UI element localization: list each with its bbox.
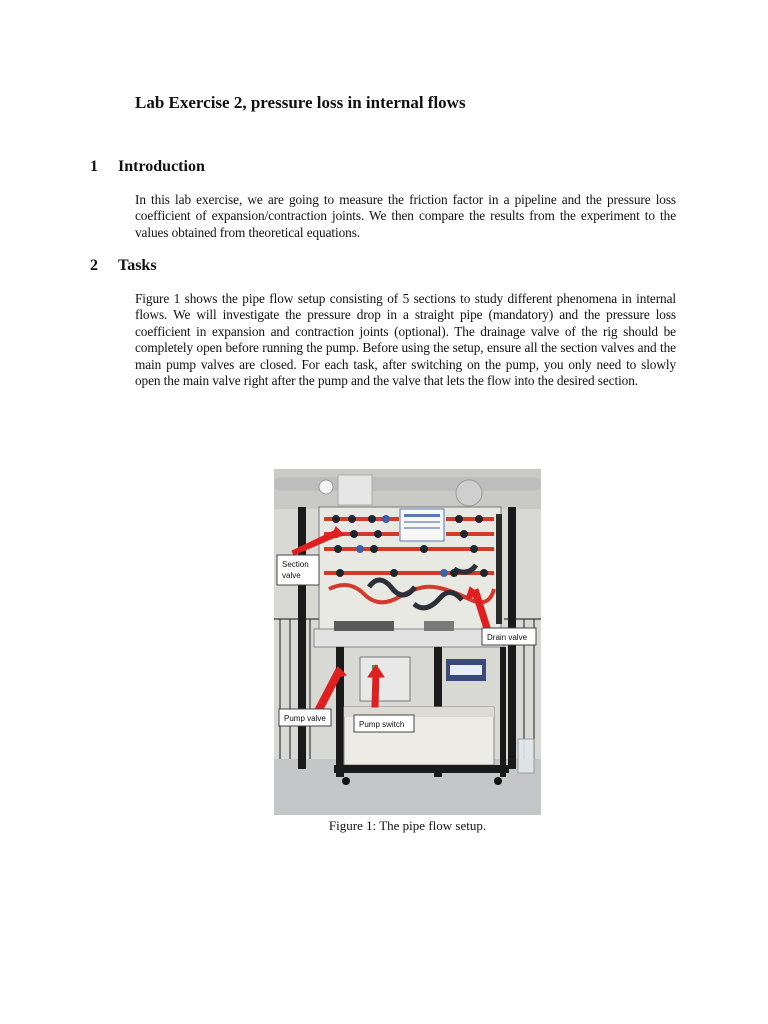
- pipe-flow-setup-photo: [274, 469, 541, 815]
- section-title: Introduction: [118, 158, 205, 175]
- pump-switch-label: Pump switch: [359, 720, 405, 729]
- section-valve-label-line1: Section: [282, 560, 309, 569]
- section-number: 2: [90, 257, 98, 274]
- tasks-paragraph: Figure 1 shows the pipe flow setup consisting of 5 sections to study different phenomena in internal flows. We will investigate the pressure drop in a straight pipe (mandatory) and the pressure loss coefficient in expansion and contraction joints (optional). The drainage valve of the rig should be completely open before running the pump. Before using the setup, ensure all the section valves and the main pump valves are closed. For each task, after switching on the pump, you only need to slowly open the main valve right after the pump and the valve that lets the flow into the desired section.: [135, 291, 676, 389]
- drain-valve-label: Drain valve: [487, 633, 528, 642]
- pump-switch-callout: [354, 715, 414, 732]
- document-title: Lab Exercise 2, pressure loss in internal flows: [135, 93, 466, 112]
- section-valve-label-line2: valve: [282, 571, 301, 580]
- figure-caption: Figure 1: The pipe flow setup.: [328, 818, 487, 833]
- pump-valve-callout: [279, 709, 331, 726]
- introduction-paragraph: In this lab exercise, we are going to measure the friction factor in a pipeline and the pressure loss coefficient of expansion/contraction joints. We then compare the results from the experiment to the values obtained from theoretical equations.: [135, 192, 676, 240]
- drain-valve-callout: [482, 628, 536, 645]
- section-heading-introduction: [90, 158, 205, 176]
- section-valve-callout: [277, 555, 319, 585]
- section-heading-tasks: [90, 257, 157, 275]
- pump-valve-label: Pump valve: [284, 714, 326, 723]
- section-number: 1: [90, 158, 98, 175]
- section-title: Tasks: [118, 257, 157, 274]
